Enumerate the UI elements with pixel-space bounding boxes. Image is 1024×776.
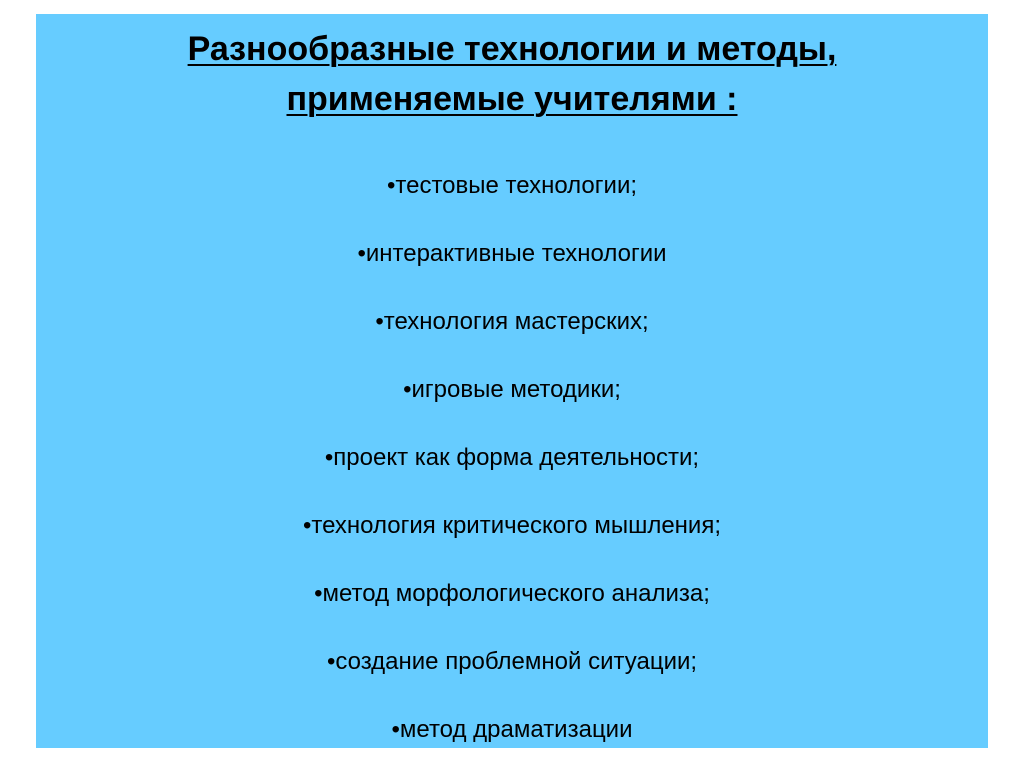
slide-title-line-2: применяемые учителями : [286, 80, 738, 118]
bullet-item: •метод морфологического анализа; [314, 580, 710, 607]
bullet-list [36, 164, 988, 776]
slide-title-line-1: Разнообразные технологии и методы, [187, 30, 837, 68]
bullet-item: •интерактивные технологии [357, 240, 667, 267]
bullet-item: •технология мастерских; [375, 308, 649, 335]
bullet-item: •проект как форма деятельности; [324, 444, 700, 471]
slide-title [36, 24, 988, 124]
bullet-item: •технология критического мышления; [302, 512, 721, 539]
bullet-item: •метод драматизации [391, 716, 633, 743]
bullet-item: •создание проблемной ситуации; [326, 648, 698, 675]
bullet-item: •тестовые технологии; [386, 172, 638, 199]
slide-panel [36, 14, 988, 748]
bullet-item: •игровые методики; [403, 376, 621, 403]
